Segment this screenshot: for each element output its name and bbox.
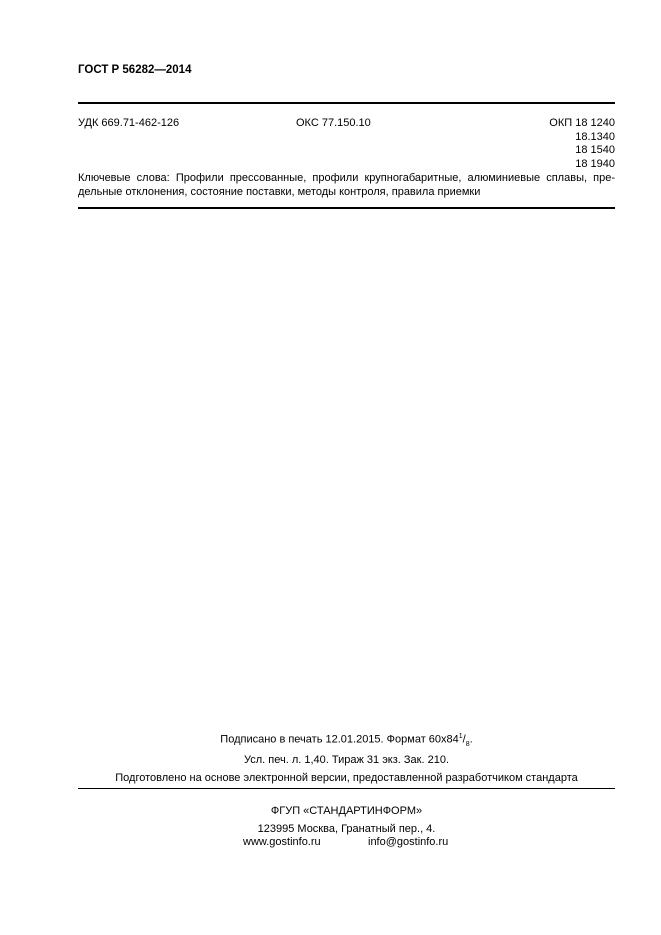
- okp-code: 18.1340: [575, 130, 615, 143]
- okp-code: 18 1540: [575, 144, 615, 156]
- publisher-website[interactable]: www.gostinfo.ru: [243, 836, 321, 848]
- divider: [78, 788, 615, 789]
- oks-code: ОКС 77.150.10: [296, 117, 371, 129]
- divider: [78, 102, 615, 104]
- format-numerator: 1: [458, 733, 463, 740]
- udk-code: УДК 669.71-462-126: [78, 117, 180, 129]
- prepared-note: Подготовлено на основе электронной версии, предоставленной разработчиком стандарта: [115, 772, 578, 784]
- format-denominator: 8: [465, 740, 470, 748]
- okp-code: 18 1940: [575, 157, 615, 170]
- document-id: ГОСТ Р 56282—2014: [78, 64, 192, 76]
- keywords-line: дельные отклонения, состояние поставки, методы контроля, правила приемки: [78, 186, 481, 198]
- signed-info: Подписано в печать 12.01.2015. Формат $60x84^1/_8$.: [220, 733, 473, 748]
- keywords: [78, 171, 615, 199]
- divider: [78, 207, 615, 209]
- publisher-name: ФГУП «СТАНДАРТИНФОРМ»: [270, 805, 423, 817]
- okp-code: ОКП 18 1240: [549, 117, 615, 129]
- publisher-email[interactable]: info@gostinfo.ru: [368, 836, 449, 848]
- print-info: Усл. печ. л. 1,40. Тираж 31 экз. Зак. 210.: [243, 754, 449, 766]
- signed-suffix: .: [469, 733, 473, 746]
- signed-text: Подписано в печать 12.01.2015. Формат 60x84: [220, 733, 459, 746]
- okp-codes: [549, 117, 615, 171]
- keywords-line: Ключевые слова: Профили прессованные, профили крупногабаритные, алюминиевые сплавы, пре-: [78, 172, 615, 184]
- publisher-address: 123995 Москва, Гранатный пер., 4.: [257, 823, 436, 835]
